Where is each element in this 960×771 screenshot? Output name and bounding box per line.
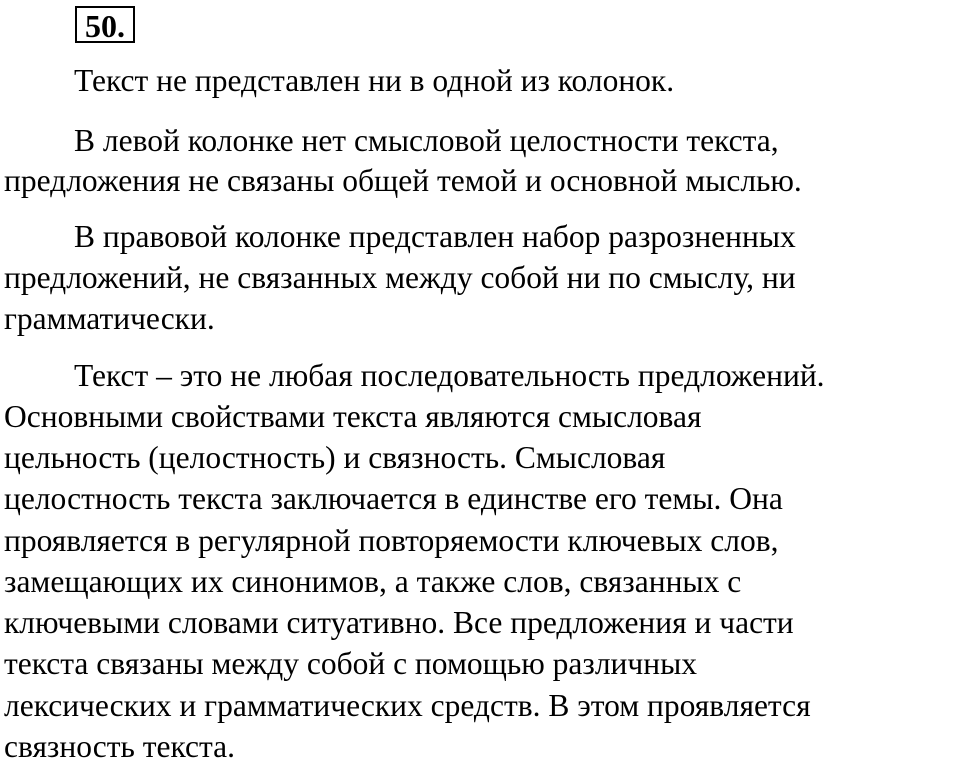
task-number-box: 50. — [75, 6, 135, 43]
paragraph-1-line-1: Текст не представлен ни в одной из колонок. — [74, 63, 675, 98]
paragraph-2-line-2: предложения не связаны общей темой и основной мыслью. — [4, 163, 802, 198]
paragraph-4-line-2: Основными свойствами текста являются смысловая — [4, 399, 702, 434]
paragraph-3-line-3: грамматически. — [4, 301, 215, 336]
paragraph-4-line-1: Текст – это не любая последовательность предложений. — [74, 358, 825, 393]
paragraph-4-line-3: цельность (целостность) и связность. Смысловая — [4, 440, 666, 475]
paragraph-4-line-6: замещающих их синонимов, а также слов, связанных с — [4, 564, 742, 599]
paragraph-4-line-10: связность текста. — [4, 729, 236, 764]
paragraph-3-line-2: предложений, не связанных между собой ни по смыслу, ни — [4, 260, 796, 295]
paragraph-2-line-1: В левой колонке нет смысловой целостности текста, — [74, 123, 779, 158]
paragraph-4-line-9: лексических и грамматических средств. В этом проявляется — [4, 688, 811, 723]
paragraph-4-line-7: ключевыми словами ситуативно. Все предложения и части — [4, 605, 794, 640]
paragraph-3-line-1: В правовой колонке представлен набор разрозненных — [74, 219, 796, 254]
paragraph-4-line-4: целостность текста заключается в единстве его темы. Она — [4, 481, 783, 516]
paragraph-4-line-5: проявляется в регулярной повторяемости ключевых слов, — [4, 523, 779, 558]
paragraph-4-line-8: текста связаны между собой с помощью различных — [4, 646, 698, 681]
